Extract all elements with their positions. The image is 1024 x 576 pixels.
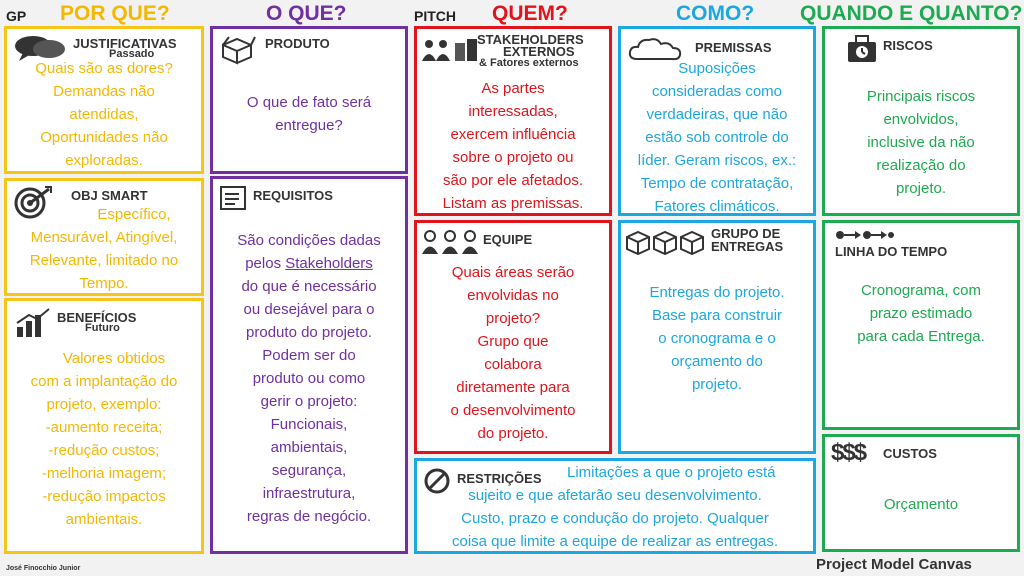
gp-label: GP: [6, 8, 27, 24]
beneficios-title: BENEFÍCIOS: [57, 310, 137, 325]
bar-chart-icon: [15, 307, 51, 339]
stakeholders-text: As partes interessadas, exercem influência sobre o projeto ou são por ele afetados. Listam as premissas.: [442, 80, 584, 212]
author-name: José Finocchio Junior: [6, 565, 81, 572]
timeline-icon: [835, 229, 895, 241]
obj-smart-title: OBJ SMART: [71, 188, 148, 203]
brand-title: Project Model Canvas: [816, 556, 972, 573]
produto-title: PRODUTO: [265, 36, 330, 51]
beneficios-box: [4, 298, 204, 554]
first-aid-kit-icon: [845, 33, 879, 65]
equipe-box: [414, 220, 612, 454]
linha-tempo-text: Cronograma, com prazo estimado para cada Entrega.: [857, 282, 985, 345]
restricoes-title: RESTRIÇÕES: [457, 471, 542, 486]
justificativas-subtitle: Passado: [109, 48, 155, 60]
header-quem: QUEM?: [492, 2, 568, 25]
linha-tempo-title: LINHA DO TEMPO: [835, 244, 948, 259]
riscos-box: [822, 26, 1020, 216]
stakeholders-subtitle: & Fatores externos: [479, 57, 579, 69]
produto-box: [210, 26, 408, 174]
requisitos-text: São condições dadas pelos Stakeholders do que é necessário ou desejável para o produto do projeto. Podem ser do produto ou como gerir o projeto: Funcionais, ambientais, segurança, infraestrutura, regras de negócio.: [237, 232, 381, 525]
requisitos-title: REQUISITOS: [253, 188, 333, 203]
custos-title: CUSTOS: [883, 446, 937, 461]
custos-box: [822, 434, 1020, 552]
header-por-que: POR QUE?: [60, 2, 170, 25]
entregas-text: Entregas do projeto. Base para construir o cronograma e o orçamento do projeto.: [649, 284, 785, 393]
checklist-icon: [219, 185, 249, 213]
equipe-text: Quais áreas serão envolvidas no projeto? Grupo que colabora diretamente para o desenvolvimento do projeto.: [450, 264, 576, 442]
justificativas-box: [4, 26, 204, 174]
riscos-title: RISCOS: [883, 38, 933, 53]
box-package-icon: [219, 33, 257, 65]
people-building-icon: [421, 37, 479, 63]
riscos-text: Principais riscos envolvidos, inclusive da não realização do projeto.: [866, 88, 976, 197]
entregas-title-2: ENTREGAS: [711, 239, 784, 254]
obj-smart-text: Específico, Mensurável, Atingível, Relevante, limitado no Tempo.: [29, 206, 179, 292]
obj-smart-box: [4, 178, 204, 296]
dollar-signs-icon: $$$: [831, 439, 866, 466]
header-como: COMO?: [676, 2, 755, 25]
restricoes-line1: Limitações a que o projeto está: [567, 464, 776, 481]
linha-tempo-box: [822, 220, 1020, 430]
header-quando-quanto: QUANDO E QUANTO?: [800, 2, 1023, 25]
stakeholders-title-1: STAKEHOLDERS: [477, 32, 584, 47]
restricoes-text: sujeito e que afetarão seu desenvolvimento. Custo, prazo e condução do projeto. Qualquer coisa que limite a equipe de realizar as entregas.: [451, 487, 779, 550]
justificativas-text: Quais são as dores? Demandas não atendidas, Oportunidades não exploradas.: [35, 60, 173, 169]
requisitos-box: [210, 176, 408, 554]
team-icon: [421, 229, 479, 255]
custos-text: Orçamento: [883, 496, 959, 513]
restricoes-box: [414, 458, 816, 554]
stakeholders-title-2: EXTERNOS: [503, 44, 575, 59]
packages-icon: [625, 229, 707, 255]
stakeholders-box: [414, 26, 612, 216]
equipe-title: EQUIPE: [483, 232, 533, 247]
premissas-text: Suposições consideradas como verdadeiras, que não estão sob controle do líder. Geram riscos, ex.: Tempo de contratação, Fatores climáticos.: [637, 60, 797, 215]
produto-text: O que de fato será entregue?: [246, 94, 372, 134]
header-pitch: PITCH: [414, 8, 456, 24]
beneficios-text: Valores obtidos com a implantação do projeto, exemplo: -aumento receita; -redução custos; -melhoria imagem; -redução impactos ambientais.: [30, 350, 178, 528]
beneficios-subtitle: Futuro: [85, 322, 120, 334]
stakeholders-link: Stakeholders: [285, 255, 373, 272]
entregas-title-1: GRUPO DE: [711, 226, 781, 241]
premissas-title: PREMISSAS: [695, 40, 772, 55]
header-o-que: O QUE?: [266, 2, 347, 25]
entregas-box: [618, 220, 816, 454]
premissas-box: [618, 26, 816, 216]
justificativas-title: JUSTIFICATIVAS: [73, 36, 177, 51]
